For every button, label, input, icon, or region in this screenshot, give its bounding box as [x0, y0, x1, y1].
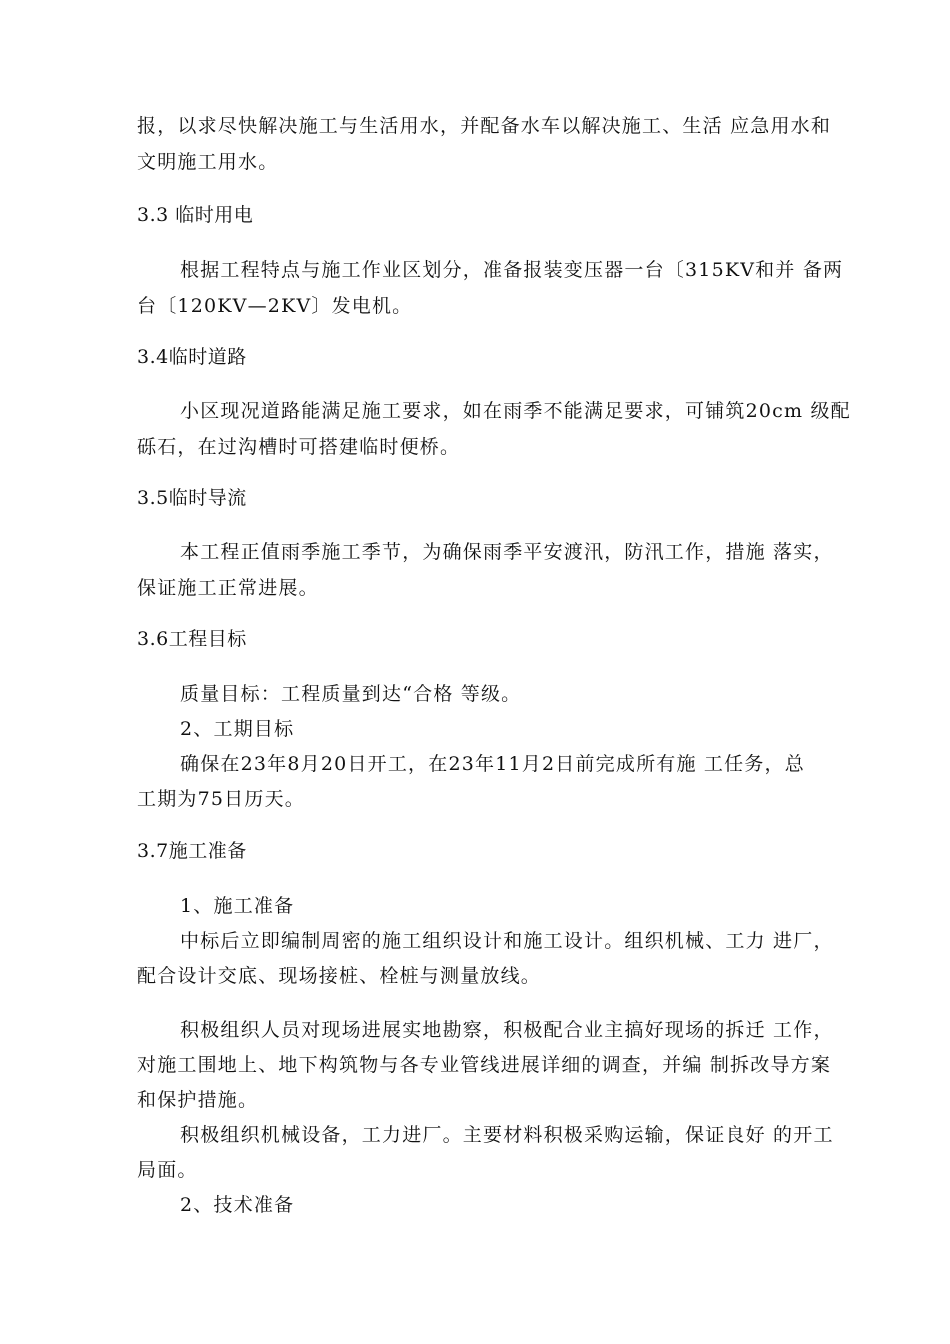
- section-heading: 3.6工程目标: [137, 628, 247, 650]
- paragraph-line: 小区现况道路能满足施工要求，如在雨季不能满足要求，可铺筑20cm 级配: [180, 400, 851, 422]
- paragraph-line: 积极组织人员对现场进展实地勘察，积极配合业主搞好现场的拆迁 工作，: [180, 1019, 834, 1041]
- paragraph-line: 工期为75日历天。: [137, 788, 305, 810]
- paragraph-line: 积极组织机械设备，工力进厂。主要材料积极采购运输，保证良好 的开工: [180, 1124, 834, 1146]
- paragraph-line: 质量目标：工程质量到达“合格 等级。: [180, 683, 522, 705]
- paragraph-line: 局面。: [137, 1159, 198, 1181]
- paragraph-line: 保证施工正常进展。: [137, 577, 319, 599]
- paragraph-line: 配合设计交底、现场接桩、栓桩与测量放线。: [137, 965, 542, 987]
- list-item-heading: 2、工期目标: [180, 718, 295, 740]
- paragraph-line: 报，以求尽快解决施工与生活用水，并配备水车以解决施工、生活 应急用水和: [137, 115, 832, 137]
- list-item-heading: 2、技术准备: [180, 1194, 295, 1216]
- list-item-heading: 1、施工准备: [180, 895, 295, 917]
- paragraph-line: 确保在23年8月20日开工，在23年11月2日前完成所有施 工任务，总: [180, 753, 805, 775]
- section-heading: 3.4临时道路: [137, 346, 247, 368]
- section-heading: 3.3 临时用电: [137, 204, 254, 226]
- paragraph-line: 砾石，在过沟槽时可搭建临时便桥。: [137, 436, 461, 458]
- paragraph-line: 和保护措施。: [137, 1089, 259, 1111]
- paragraph-line: 本工程正值雨季施工季节，为确保雨季平安渡汛，防汛工作，措施 落实，: [180, 541, 834, 563]
- section-heading: 3.7施工准备: [137, 840, 247, 862]
- paragraph-line: 根据工程特点与施工作业区划分，准备报装变压器一台〔315KV和并 备两: [180, 259, 844, 281]
- paragraph-line: 中标后立即编制周密的施工组织设计和施工设计。组织机械、工力 进厂，: [180, 930, 834, 952]
- paragraph-line: 文明施工用水。: [137, 151, 279, 173]
- paragraph-line: 台〔120KV—2KV〕发电机。: [137, 295, 413, 317]
- paragraph-line: 对施工围地上、地下构筑物与各专业管线进展详细的调查，并编 制拆改导方案: [137, 1054, 832, 1076]
- section-heading: 3.5临时导流: [137, 487, 247, 509]
